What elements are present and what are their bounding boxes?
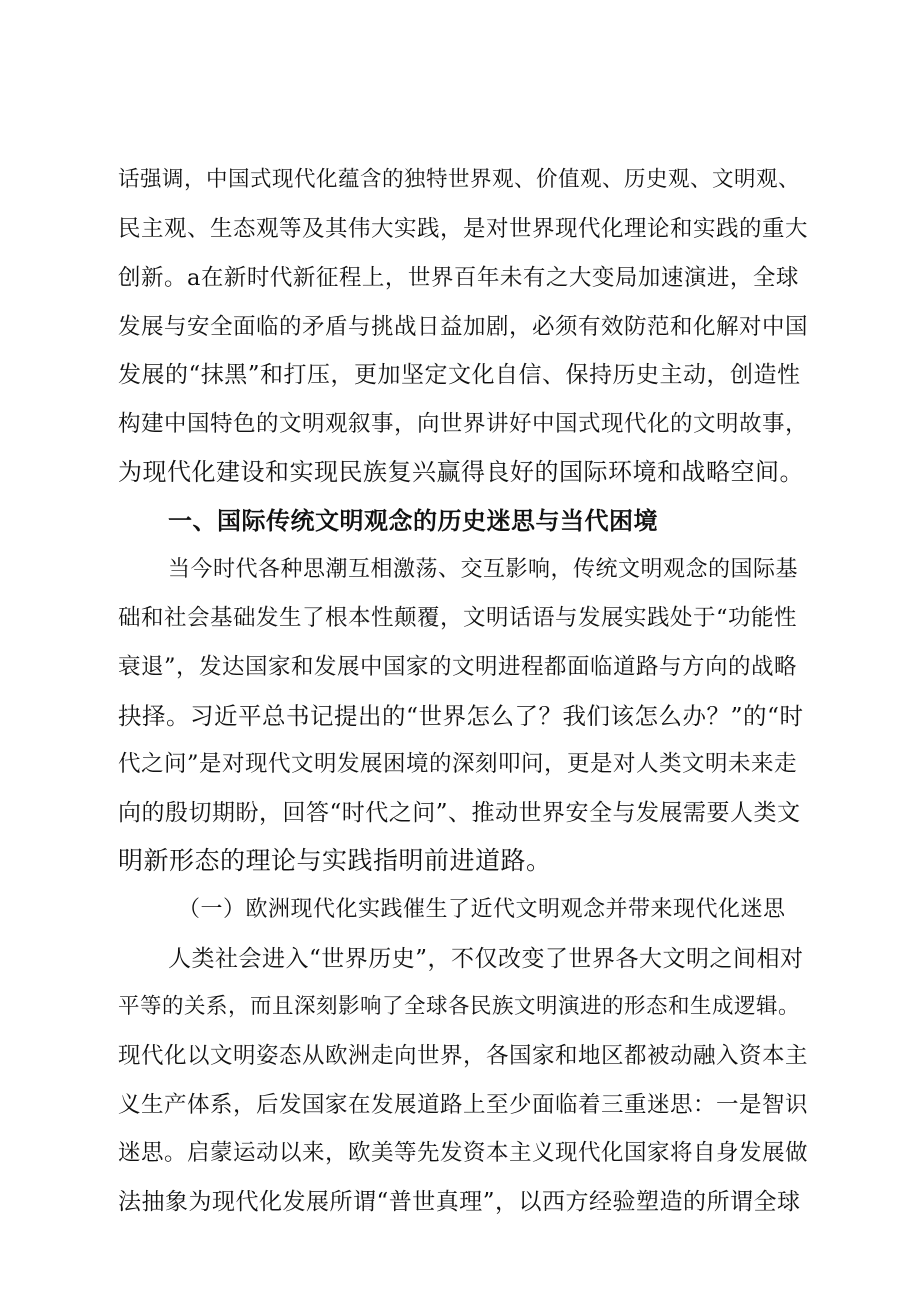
paragraph-line: 创新。a在新时代新征程上，世界百年未有之大变局加速演进，全球	[118, 265, 799, 291]
paragraph-line: 明新形态的理论与实践指明前进道路。	[118, 846, 552, 875]
paragraph-line: 人类社会进入“世界历史”，不仅改变了世界各大文明之间相对	[168, 946, 804, 972]
paragraph-line: 衰退”，发达国家和发展中国家的文明进程都面临道路与方向的战略	[118, 654, 798, 680]
paragraph-line: 法抽象为现代化发展所谓“普世真理”，以西方经验塑造的所谓全球	[118, 1189, 801, 1215]
paragraph-line: 构建中国特色的文明观叙事，向世界讲好中国式现代化的文明故事，	[118, 411, 809, 437]
paragraph-line: 义生产体系，后发国家在发展道路上至少面临着三重迷思：一是智识	[118, 1092, 809, 1118]
paragraph-line: 当今时代各种思潮互相激荡、交互影响，传统文明观念的国际基	[168, 557, 799, 582]
paragraph-line: 抉择。习近平总书记提出的“世界怎么了？我们该怎么办？”的“时	[118, 702, 804, 730]
paragraph-line: 为现代化建设和实现民族复兴赢得良好的国际环境和战略空间。	[118, 458, 804, 486]
paragraph-line: 迷思。启蒙运动以来，欧美等先发资本主义现代化国家将自身发展做	[118, 1140, 809, 1166]
paragraph-line: 础和社会基础发生了根本性颠覆，文明话语与发展实践处于“功能性	[118, 605, 798, 631]
paragraph-line: 平等的关系，而且深刻影响了全球各民族文明演进的形态和生成逻辑。	[118, 994, 801, 1019]
section-heading: 一、国际传统文明观念的历史迷思与当代困境	[168, 507, 658, 535]
paragraph-line: 向的殷切期盼，回答“时代之问”、推动世界安全与发展需要人类文	[118, 800, 801, 826]
paragraph-line: 发展的“抹黑”和打压，更加坚定文化自信、保持历史主动，创造性	[118, 362, 801, 388]
paragraph-line: 发展与安全面临的矛盾与挑战日益加剧，必须有效防范和化解对中国	[118, 314, 809, 340]
paragraph-line: 现代化以文明姿态从欧洲走向世界，各国家和地区都被动融入资本主	[118, 1043, 809, 1069]
paragraph-line: 代之问”是对现代文明发展困境的深刻叩问，更是对人类文明未来走	[118, 751, 798, 777]
subsection-heading: （一）欧洲现代化实践催生了近代文明观念并带来现代化迷思	[178, 897, 786, 922]
paragraph-line: 话强调，中国式现代化蕴含的独特世界观、价值观、历史观、文明观、	[118, 167, 801, 192]
paragraph-line: 民主观、生态观等及其伟大实践，是对世界现代化理论和实践的重大	[118, 216, 809, 242]
